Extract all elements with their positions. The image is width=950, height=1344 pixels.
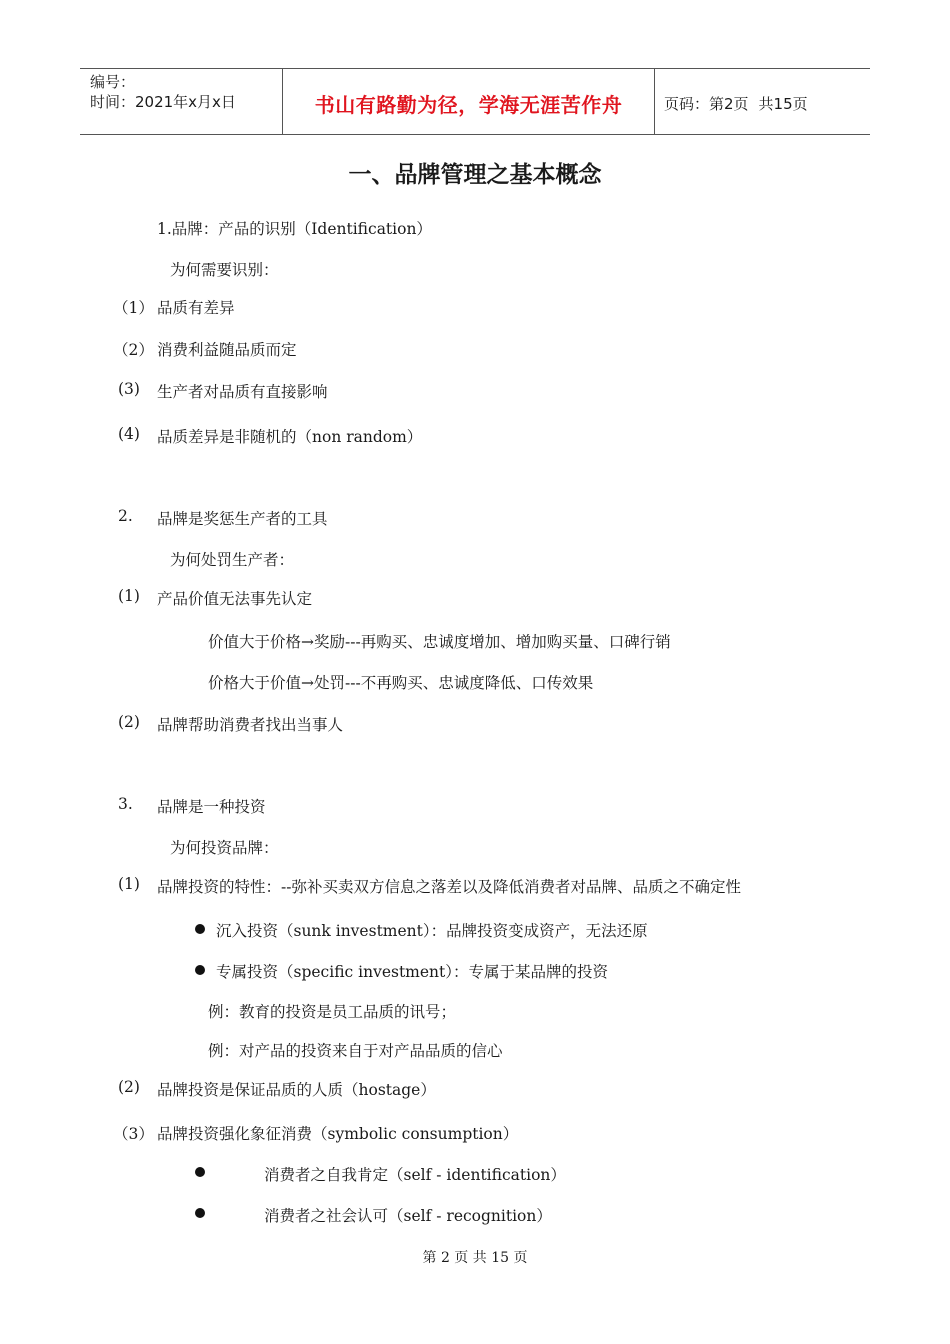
s3-item-3-num: （3） bbox=[113, 1125, 154, 1143]
section-2-heading: 品牌是奖惩生产者的工具 bbox=[157, 510, 328, 528]
page-info-current: 页码：第2页 bbox=[664, 95, 749, 113]
time-label: 时间：2021年x月x日 bbox=[90, 93, 236, 111]
s3-example-1: 例：教育的投资是员工品质的讯号； bbox=[208, 1003, 457, 1021]
bullet-dot-icon bbox=[195, 965, 205, 975]
section-1-heading: 1.品牌：产品的识别（Identification） bbox=[157, 220, 432, 238]
s1-item-4-text: 品质差异是非随机的（non random） bbox=[157, 428, 423, 446]
s3-bullet-self-identification: 消费者之自我肯定（self - identification） bbox=[264, 1166, 566, 1184]
s1-item-1-text: 品质有差异 bbox=[157, 299, 235, 317]
s1-item-2-num: （2） bbox=[113, 341, 154, 359]
header-page-info bbox=[655, 69, 870, 134]
bullet-dot-icon bbox=[195, 924, 205, 934]
section-2-why: 为何处罚生产者： bbox=[170, 551, 295, 569]
section-3-heading: 品牌是一种投资 bbox=[157, 798, 266, 816]
document-title: 一、品牌管理之基本概念 bbox=[348, 162, 602, 188]
s2-item-1-num: (1) bbox=[118, 587, 140, 605]
s1-item-3-num: (3) bbox=[118, 380, 140, 398]
header-motto-cell bbox=[282, 69, 655, 134]
bullet-dot-icon bbox=[195, 1167, 205, 1177]
s1-item-1-num: （1） bbox=[113, 299, 154, 317]
s3-example-2: 例：对产品的投资来自于对产品品质的信心 bbox=[208, 1042, 503, 1060]
s2-item-2-text: 品牌帮助消费者找出当事人 bbox=[157, 716, 344, 734]
header-motto: 书山有路勤为径，学海无涯苦作舟 bbox=[314, 93, 623, 117]
s1-item-2-text: 消费利益随品质而定 bbox=[157, 341, 297, 359]
section-1-why: 为何需要识别： bbox=[170, 261, 279, 279]
s1-item-3-text: 生产者对品质有直接影响 bbox=[157, 383, 328, 401]
s3-bullet-sunk: 沉入投资（sunk investment）：品牌投资变成资产，无法还原 bbox=[216, 922, 648, 940]
page-info-total: 共15页 bbox=[758, 95, 808, 113]
page-footer: 第 2 页 共 15 页 bbox=[422, 1250, 528, 1266]
s3-bullet-specific: 专属投资（specific investment）：专属于某品牌的投资 bbox=[216, 963, 609, 981]
s3-item-3-text: 品牌投资强化象征消费（symbolic consumption） bbox=[157, 1125, 519, 1143]
section-3-why: 为何投资品牌： bbox=[170, 839, 279, 857]
s1-item-4-num: (4) bbox=[118, 425, 140, 443]
s2-item-1-text: 产品价值无法事先认定 bbox=[157, 590, 313, 608]
section-3-num: 3. bbox=[118, 795, 133, 813]
s3-item-1-num: (1) bbox=[118, 875, 140, 893]
s3-bullet-self-recognition: 消费者之社会认可（self - recognition） bbox=[264, 1207, 552, 1225]
s2-sub-reward: 价值大于价格→奖励---再购买、忠诚度增加、增加购买量、口碑行销 bbox=[208, 633, 671, 651]
bullet-dot-icon bbox=[195, 1208, 205, 1218]
s2-item-2-num: (2) bbox=[118, 713, 140, 731]
page-header-table bbox=[80, 68, 870, 135]
s3-item-1-text: 品牌投资的特性：--弥补买卖双方信息之落差以及降低消费者对品牌、品质之不确定性 bbox=[157, 878, 741, 896]
s3-item-2-num: (2) bbox=[118, 1078, 140, 1096]
section-2-num: 2. bbox=[118, 507, 133, 525]
s2-sub-punish: 价格大于价值→处罚---不再购买、忠诚度降低、口传效果 bbox=[208, 674, 594, 692]
serial-label: 编号： bbox=[90, 73, 136, 91]
header-meta bbox=[80, 69, 282, 134]
s3-item-2-text: 品牌投资是保证品质的人质（hostage） bbox=[157, 1081, 436, 1099]
